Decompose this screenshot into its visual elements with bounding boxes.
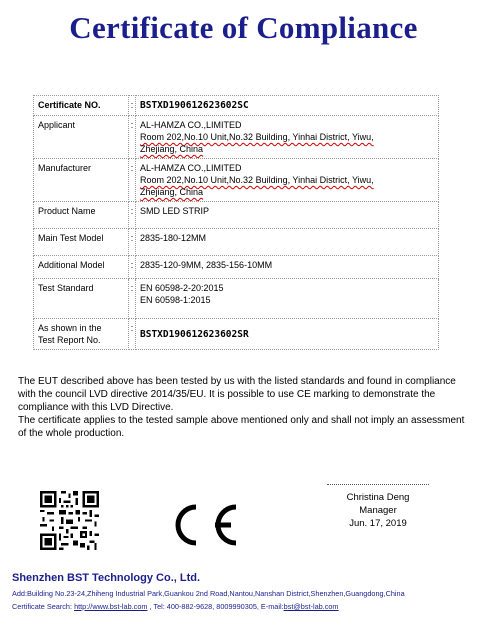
company-address: Add:Building No.23-24,Zhiheng Industrial Park,Guankou 2nd Road,Nantou,Nanshan District,Shenzhen,Guangdong,China [12, 589, 405, 598]
colon: : [129, 96, 136, 116]
test-standard-value: EN 60598-1:2015 [140, 295, 211, 305]
table-row [34, 279, 439, 319]
manufacturer-address-line: Zhejiang, China [140, 187, 204, 197]
additional-model-label: Additional Model [34, 256, 129, 279]
colon: : [129, 279, 136, 319]
company-name: Shenzhen BST Technology Co., Ltd. [12, 572, 201, 584]
certificate-details-table [33, 95, 439, 350]
table-row [34, 202, 439, 229]
product-name-value: SMD LED STRIP [136, 202, 439, 229]
colon: : [129, 116, 136, 159]
product-name-label: Product Name [34, 202, 129, 229]
signatory-name: Christina Deng [346, 492, 410, 503]
website-link[interactable]: http://www.bst-lab.com [74, 602, 148, 611]
test-standard-value: EN 60598-2-20:2015 [140, 283, 224, 293]
table-row [34, 319, 439, 350]
manufacturer-name: AL-HAMZA CO.,LIMITED [140, 163, 242, 173]
statement-paragraph: The EUT described above has been tested by us with the listed standards and found in compliance with the council LVD directive 2014/35/EU. It is possible to use CE marking to demonstrate the compliance with this LVD Directive. [18, 376, 456, 413]
email-link[interactable]: bst@bst-lab.com [283, 602, 339, 611]
colon: : [129, 229, 136, 256]
applicant-name: AL-HAMZA CO.,LIMITED [140, 120, 242, 130]
manufacturer-label: Manufacturer [34, 159, 129, 202]
main-test-model-value: 2835-180-12MM [136, 229, 439, 256]
signature-date: Jun. 17, 2019 [349, 518, 407, 529]
test-standard-label: Test Standard [34, 279, 129, 319]
main-test-model-label: Main Test Model [34, 229, 129, 256]
test-report-label-line: As shown in the [38, 323, 102, 333]
certificate-no-value: BSTXD190612623602SC [140, 100, 249, 111]
signature-line [327, 484, 429, 485]
colon: : [129, 256, 136, 279]
table-row [34, 116, 439, 159]
document-title: Certificate of Compliance [69, 10, 418, 45]
table-row [34, 159, 439, 202]
colon: : [129, 159, 136, 202]
company-contact [12, 602, 482, 611]
colon: : [129, 202, 136, 229]
applicant-address-line: Zhejiang, China [140, 144, 204, 154]
statement-paragraph: The certificate applies to the tested sample above mentioned only and shall not imply an assessment of the whole production. [18, 415, 465, 439]
applicant-address-line: Room 202,No.10 Unit,No.32 Building, Yinhai District, Yiwu, [140, 132, 374, 142]
manufacturer-address-line: Room 202,No.10 Unit,No.32 Building, Yinhai District, Yiwu, [140, 175, 374, 185]
test-report-label-line: Test Report No. [38, 335, 101, 345]
signature-block [318, 484, 438, 530]
test-report-no-value: BSTXD190612623602SR [140, 328, 249, 340]
colon: : [129, 319, 136, 350]
table-row [34, 256, 439, 279]
qr-code-icon [40, 491, 99, 550]
certificate-statement [18, 375, 470, 440]
certificate-search-label: Certificate Search: [12, 602, 75, 611]
table-row [34, 96, 439, 116]
additional-model-value: 2835-120-9MM, 2835-156-10MM [136, 256, 439, 279]
applicant-label: Applicant [34, 116, 129, 159]
certificate-no-label: Certificate NO. [34, 96, 129, 116]
table-row [34, 229, 439, 256]
ce-mark-icon [166, 503, 240, 547]
signatory-role: Manager [359, 505, 397, 516]
telephone-text: , Tel: 400-882-9628, 8009990305, E-mail: [147, 602, 284, 611]
